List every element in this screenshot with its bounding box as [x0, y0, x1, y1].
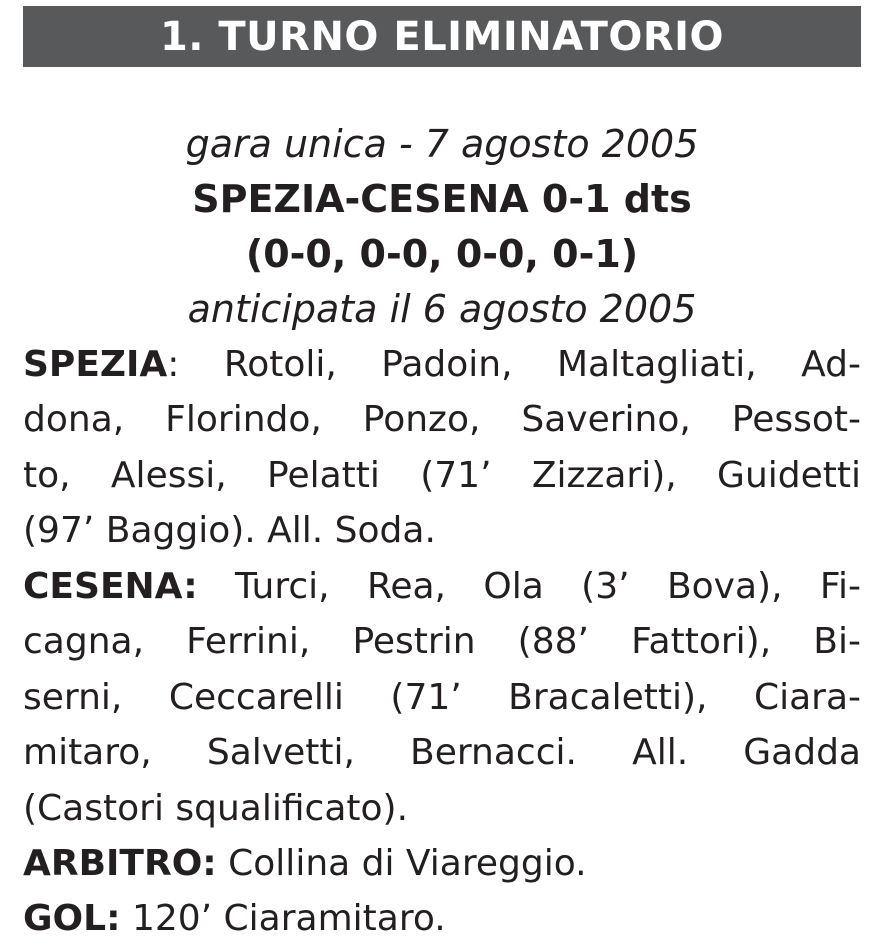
cesena-lineup-text: Turci, Rea, Ola (3’ Bova), Fi- [197, 566, 861, 607]
goals-line [23, 891, 861, 946]
match-advanced-date: anticipata il 6 agosto 2005 [187, 287, 697, 331]
spezia-lineup [23, 337, 861, 559]
section-header-banner [23, 6, 861, 67]
cesena-lineup-line [23, 559, 861, 614]
goals-label: GOL: [23, 898, 121, 939]
spezia-lineup-line: (97’ Baggio). All. Soda. [23, 510, 436, 552]
match-format-date: gara unica - 7 agosto 2005 [185, 122, 699, 166]
referee-text: Collina di Viareggio. [216, 843, 587, 884]
cesena-lineup-line: serni, Ceccarelli (71’ Bracaletti), Ciara- [23, 676, 861, 718]
cesena-label: CESENA: [23, 566, 198, 607]
cesena-lineup-line: mitaro, Salvetti, Bernacci. All. Gadda [23, 732, 861, 774]
referee-line [23, 836, 861, 891]
goals-text: 120’ Ciaramitaro. [120, 898, 446, 939]
section-title: 1. TURNO ELIMINATORIO [159, 13, 725, 60]
match-result: SPEZIA-CESENA 0-1 dts [192, 177, 692, 221]
cesena-lineup [23, 559, 861, 836]
cesena-lineup-line: cagna, Ferrini, Pestrin (88’ Fattori), Bi- [23, 621, 861, 663]
spezia-label: SPEZIA [23, 344, 168, 385]
match-partial-scores: (0-0, 0-0, 0-0, 0-1) [245, 232, 639, 276]
spezia-lineup-line [23, 337, 861, 392]
spezia-lineup-text: : Rotoli, Padoin, Maltagliati, Ad- [167, 344, 861, 385]
cesena-lineup-line: (Castori squalificato). [23, 787, 409, 829]
spezia-lineup-line: to, Alessi, Pelatti (71’ Zizzari), Guidetti [23, 454, 861, 496]
referee-label: ARBITRO: [23, 843, 217, 884]
spezia-lineup-line: dona, Florindo, Ponzo, Saverino, Pessot- [23, 399, 861, 441]
